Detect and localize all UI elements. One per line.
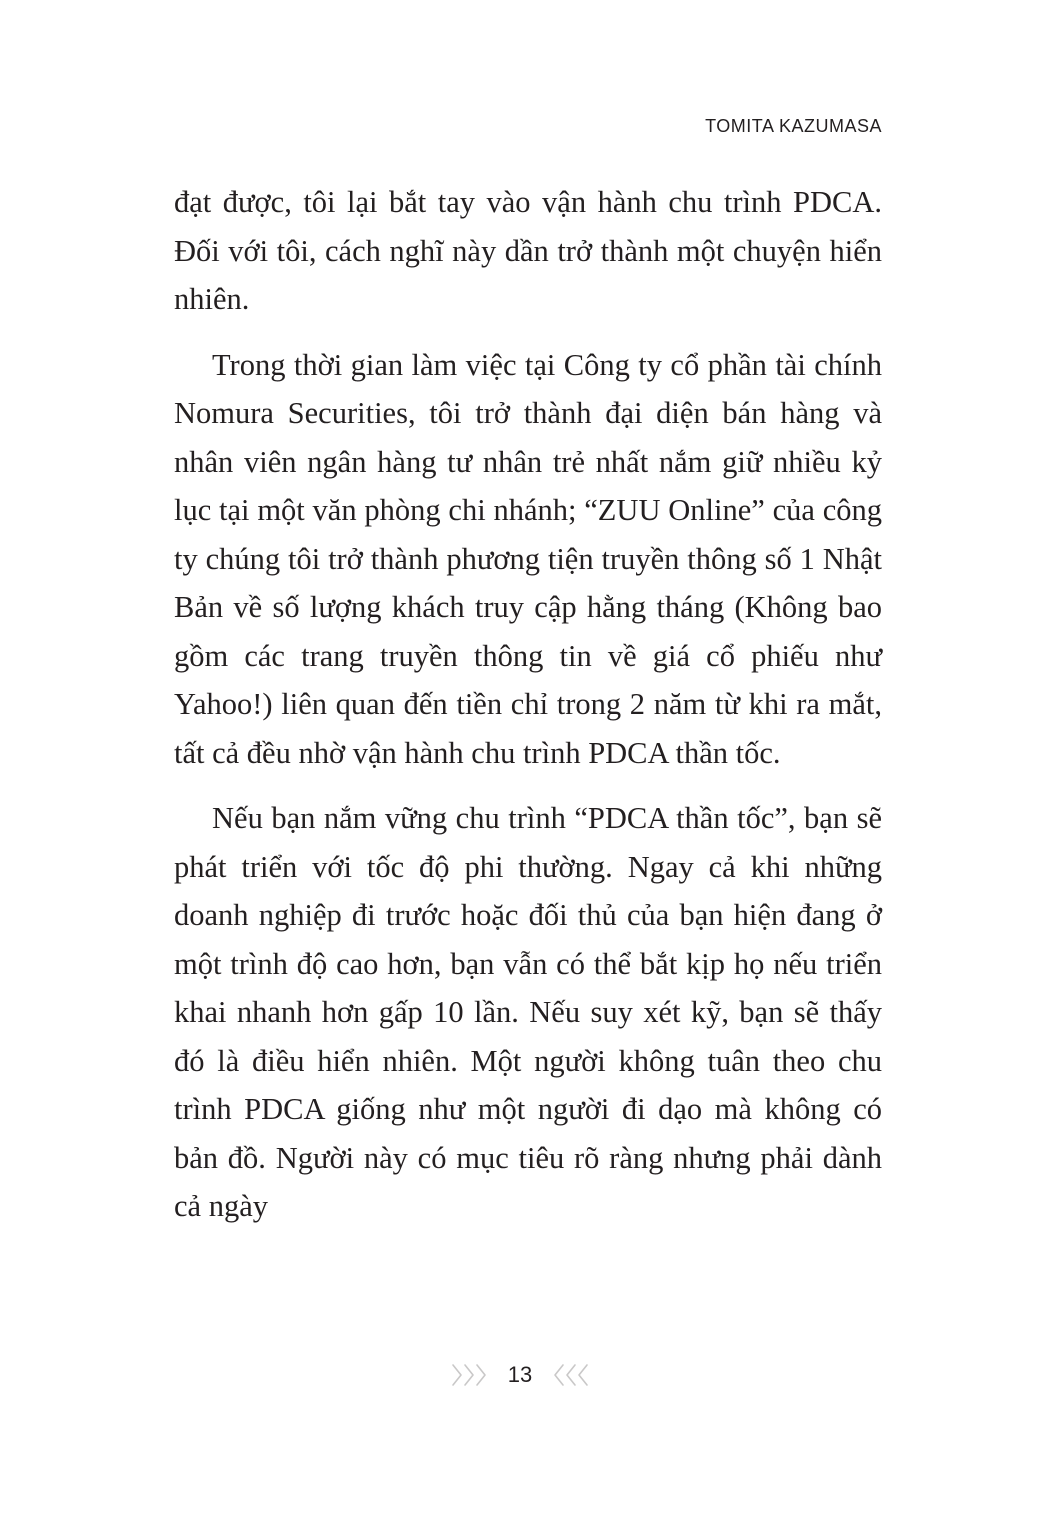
body-text bbox=[174, 178, 882, 1231]
paragraph-continuation: đạt được, tôi lại bắt tay vào vận hành chu trình PDCA. Đối với tôi, cách nghĩ này dần trở thành một chuyện hiển nhiên. bbox=[174, 185, 882, 316]
triple-chevron-left-icon bbox=[550, 1363, 590, 1387]
paragraph: Trong thời gian làm việc tại Công ty cổ phần tài chính Nomura Securities, tôi trở thành đại diện bán hàng và nhân viên ngân hàng tư nhân trẻ nhất nắm giữ nhiều kỷ lục tại một văn phòng chi nhánh; “ZUU Online” của công ty chúng tôi trở thành phương tiện truyền thông số 1 Nhật Bản về số lượng khách truy cập hằng tháng (Không bao gồm các trang truyền thông tin về giá cổ phiếu như Yahoo!) liên quan đến tiền chỉ trong 2 năm từ khi ra mắt, tất cả đều nhờ vận hành chu trình PDCA thần tốc. bbox=[174, 347, 882, 770]
paragraph: Nếu bạn nắm vững chu trình “PDCA thần tốc”, bạn sẽ phát triển với tốc độ phi thường. Ngay cả khi những doanh nghiệp đi trước hoặc đối thủ của bạn hiện đang ở một trình độ cao hơn, bạn vẫn có thể bắt kịp họ nếu triển khai nhanh hơn gấp 10 lần. Nếu suy xét kỹ, bạn sẽ thấy đó là điều hiển nhiên. Một người không tuân theo chu trình PDCA giống như một người đi dạo mà không có bản đồ. Người này có mục tiêu rõ ràng nhưng phải dành cả ngày bbox=[174, 801, 882, 1223]
page-footer bbox=[0, 1362, 1040, 1388]
triple-chevron-right-icon bbox=[450, 1363, 490, 1387]
running-header: TOMITA KAZUMASA bbox=[705, 116, 882, 136]
page-number: 13 bbox=[507, 1362, 533, 1387]
